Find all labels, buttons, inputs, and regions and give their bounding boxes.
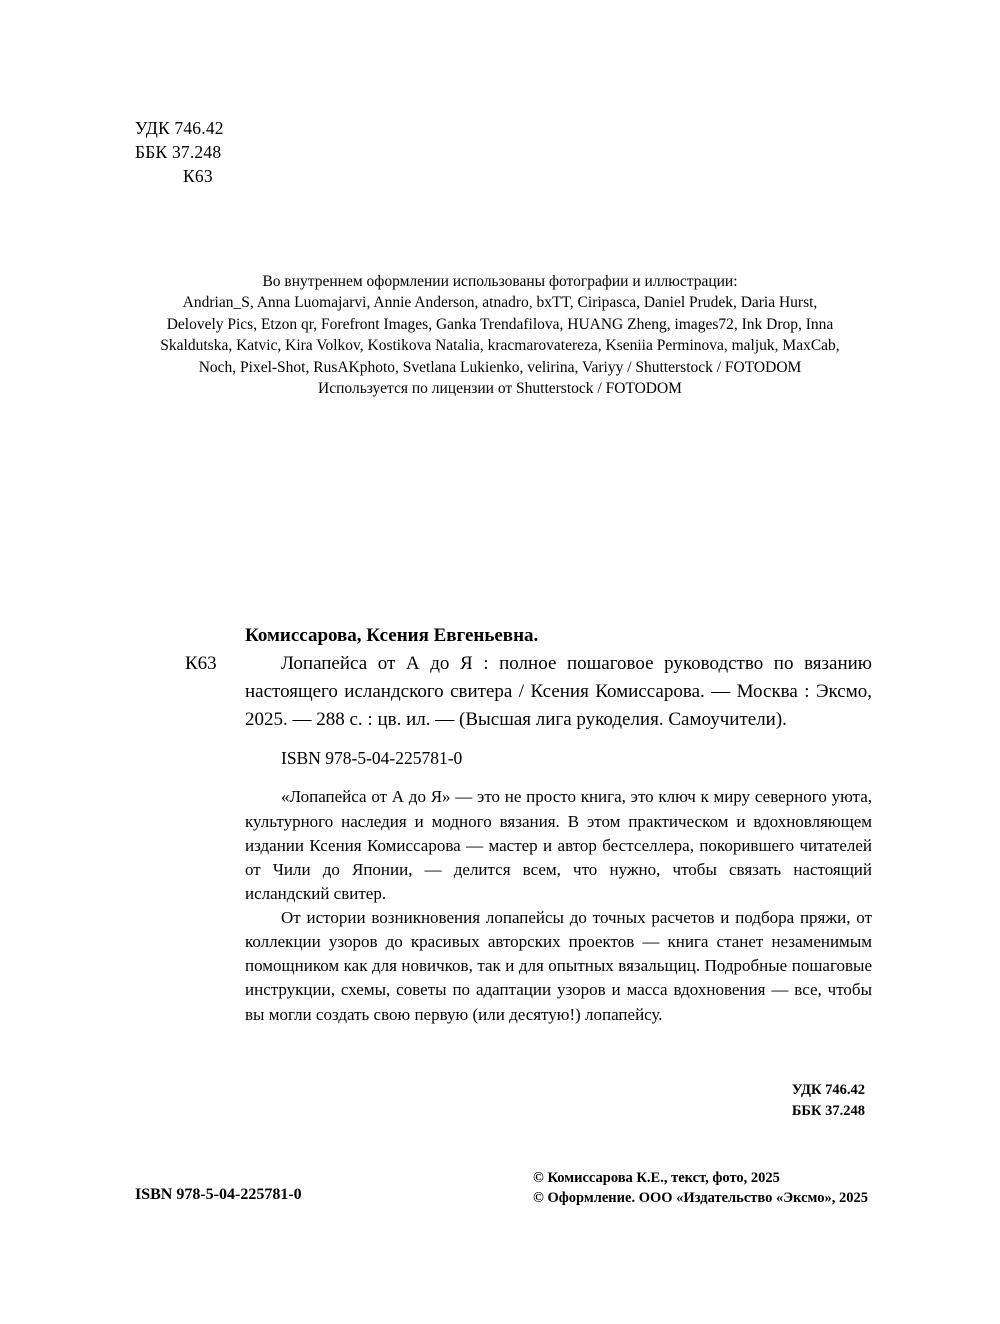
annotation-paragraph: От истории возникновения лопапейсы до точных расчетов и подбора пряжи, от коллекции узоров до красивых авторских проектов — книга станет незаменимым помощником как для новичков, так и для опытных вязальщиц. Подробные пошаговые инструкции, схемы, советы по адаптации узоров и масса вдохновения — все, чтобы вы могли создать свою первую (или десятую!) лопапейсу. bbox=[245, 908, 872, 1024]
credits-line: Noch, Pixel-Shot, RusAKphoto, Svetlana Lukienko, velirina, Variyy / Shutterstock / FOTODOM bbox=[198, 358, 802, 376]
catalog-author-heading: Комиссарова, Ксения Евгеньевна. bbox=[245, 625, 539, 646]
credits-line: Skaldutska, Katvic, Kira Volkov, Kostikova Natalia, kracmarovatereza, Kseniia Perminova, maljuk, MaxCab, bbox=[160, 337, 840, 355]
author-sign-code: К63 bbox=[183, 166, 213, 187]
top-codes-block bbox=[135, 116, 224, 188]
footer-isbn: ISBN 978-5-04-225781-0 bbox=[135, 1186, 302, 1203]
catalog-card-block bbox=[245, 622, 872, 1027]
catalog-author-sign: К63 bbox=[185, 653, 217, 674]
annotation-block bbox=[245, 785, 872, 1026]
photo-credits-block bbox=[60, 271, 940, 399]
copyright-line: © Оформление. ООО «Издательство «Эксмо», 2025 bbox=[533, 1190, 868, 1206]
catalog-isbn: ISBN 978-5-04-225781-0 bbox=[281, 747, 463, 768]
codes-right-block bbox=[792, 1080, 865, 1121]
udk-code: УДК 746.42 bbox=[135, 118, 224, 138]
footer-copyrights-block bbox=[533, 1168, 868, 1208]
udk-code-right: УДК 746.42 bbox=[791, 1082, 865, 1098]
credits-intro: Во внутреннем оформлении использованы фотографии и иллюстрации: bbox=[262, 273, 738, 290]
credits-license: Используется по лицензии от Shutterstock / FOTODOM bbox=[318, 379, 682, 397]
copyright-line: © Комиссарова К.Е., текст, фото, 2025 bbox=[533, 1170, 780, 1186]
credits-line: Andrian_S, Anna Luomajarvi, Annie Anderson, atnadro, bxTT, Ciripasca, Daniel Prudek, Daria Hurst, bbox=[182, 294, 818, 312]
bbk-code: ББК 37.248 bbox=[135, 142, 222, 163]
annotation-paragraph: «Лопапейса от А до Я» — это не просто книга, это ключ к миру северного уюта, культурного наследия и модного вязания. В этом практическом и вдохновляющем издании Ксения Комиссарова — мастер и автор бестселлера, покорившего читателей от Чили до Японии, — делится всем, что нужно, чтобы связать настоящий исландский свитер. bbox=[245, 787, 872, 903]
catalog-description: Лопапейса от А до Я : полное пошаговое руководство по вязанию настоящего исландского свитера / Ксения Комиссарова. — Москва : Эксмо, 2025. — 288 с. : цв. ил. — (Высшая лига рукоделия. Самоучители). bbox=[245, 652, 872, 730]
credits-line: Delovely Pics, Etzon qr, Forefront Images, Ganka Trendafilova, HUANG Zheng, images72, Ink Drop, Inna bbox=[166, 315, 834, 333]
bbk-code-right: ББК 37.248 bbox=[791, 1102, 865, 1119]
